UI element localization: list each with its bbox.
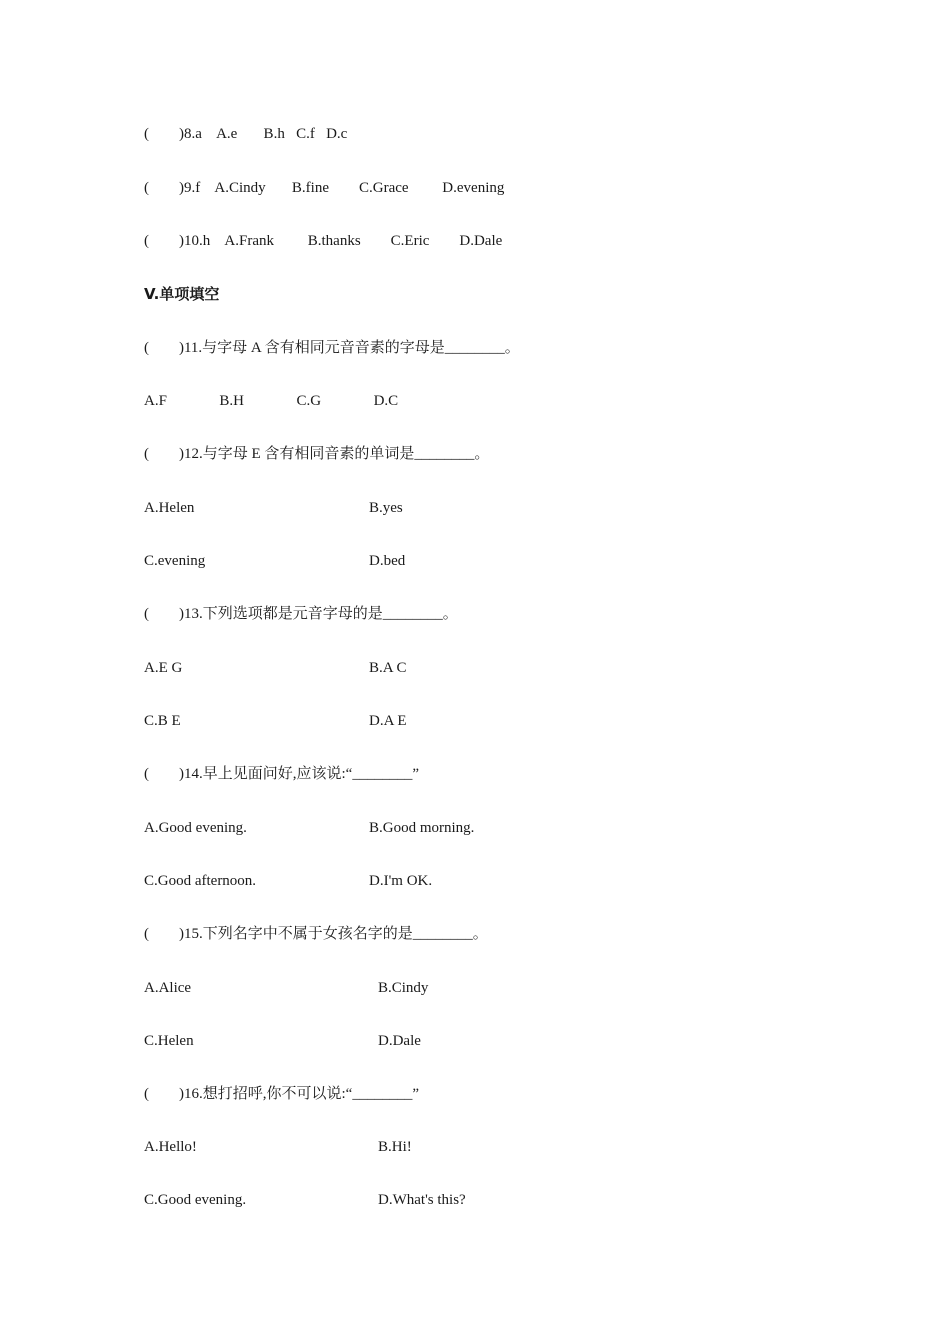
option-b: B.Good morning. — [369, 820, 475, 836]
question-14-stem: ( )14.早上见面问好,应该说:“________” — [144, 766, 419, 782]
option-c: C.Helen — [144, 1033, 194, 1049]
option-d: D.bed — [369, 553, 406, 569]
option-d: D.Dale — [378, 1033, 421, 1049]
option-c: C.Good afternoon. — [144, 873, 257, 889]
question-16-stem: ( )16.想打招呼,你不可以说:“________” — [144, 1086, 419, 1102]
question-11-options: A.F B.H C.G D.C — [144, 393, 399, 409]
option-a: A.Good evening. — [144, 820, 247, 836]
question-15-stem: ( )15.下列名字中不属于女孩名字的是________。 — [144, 926, 488, 942]
option-a: A.Hello! — [144, 1139, 197, 1155]
question-10: ( )10.h A.Frank B.thanks C.Eric D.Dale — [144, 233, 503, 249]
option-b: B.Cindy — [378, 980, 429, 996]
option-d: D.A E — [369, 713, 407, 729]
option-b: B.yes — [369, 500, 403, 516]
question-12-stem: ( )12.与字母 E 含有相同音素的单词是________。 — [144, 446, 490, 462]
option-b: B.A C — [369, 660, 407, 676]
option-d: D.What's this? — [378, 1192, 466, 1208]
option-c: C.Good evening. — [144, 1192, 247, 1208]
option-a: A.Helen — [144, 500, 195, 516]
option-a: A.E G — [144, 660, 183, 676]
question-11-stem: ( )11.与字母 A 含有相同元音音素的字母是________。 — [144, 340, 520, 356]
option-c: C.B E — [144, 713, 181, 729]
section-title: V.单项填空 — [144, 285, 220, 303]
option-d: D.I'm OK. — [369, 873, 433, 889]
option-c: C.evening — [144, 553, 206, 569]
question-8: ( )8.a A.e B.h C.f D.c — [144, 126, 348, 142]
question-13-stem: ( )13.下列选项都是元音字母的是________。 — [144, 606, 458, 622]
option-b: B.Hi! — [378, 1139, 412, 1155]
question-9: ( )9.f A.Cindy B.fine C.Grace D.evening — [144, 180, 505, 196]
option-a: A.Alice — [144, 980, 192, 996]
